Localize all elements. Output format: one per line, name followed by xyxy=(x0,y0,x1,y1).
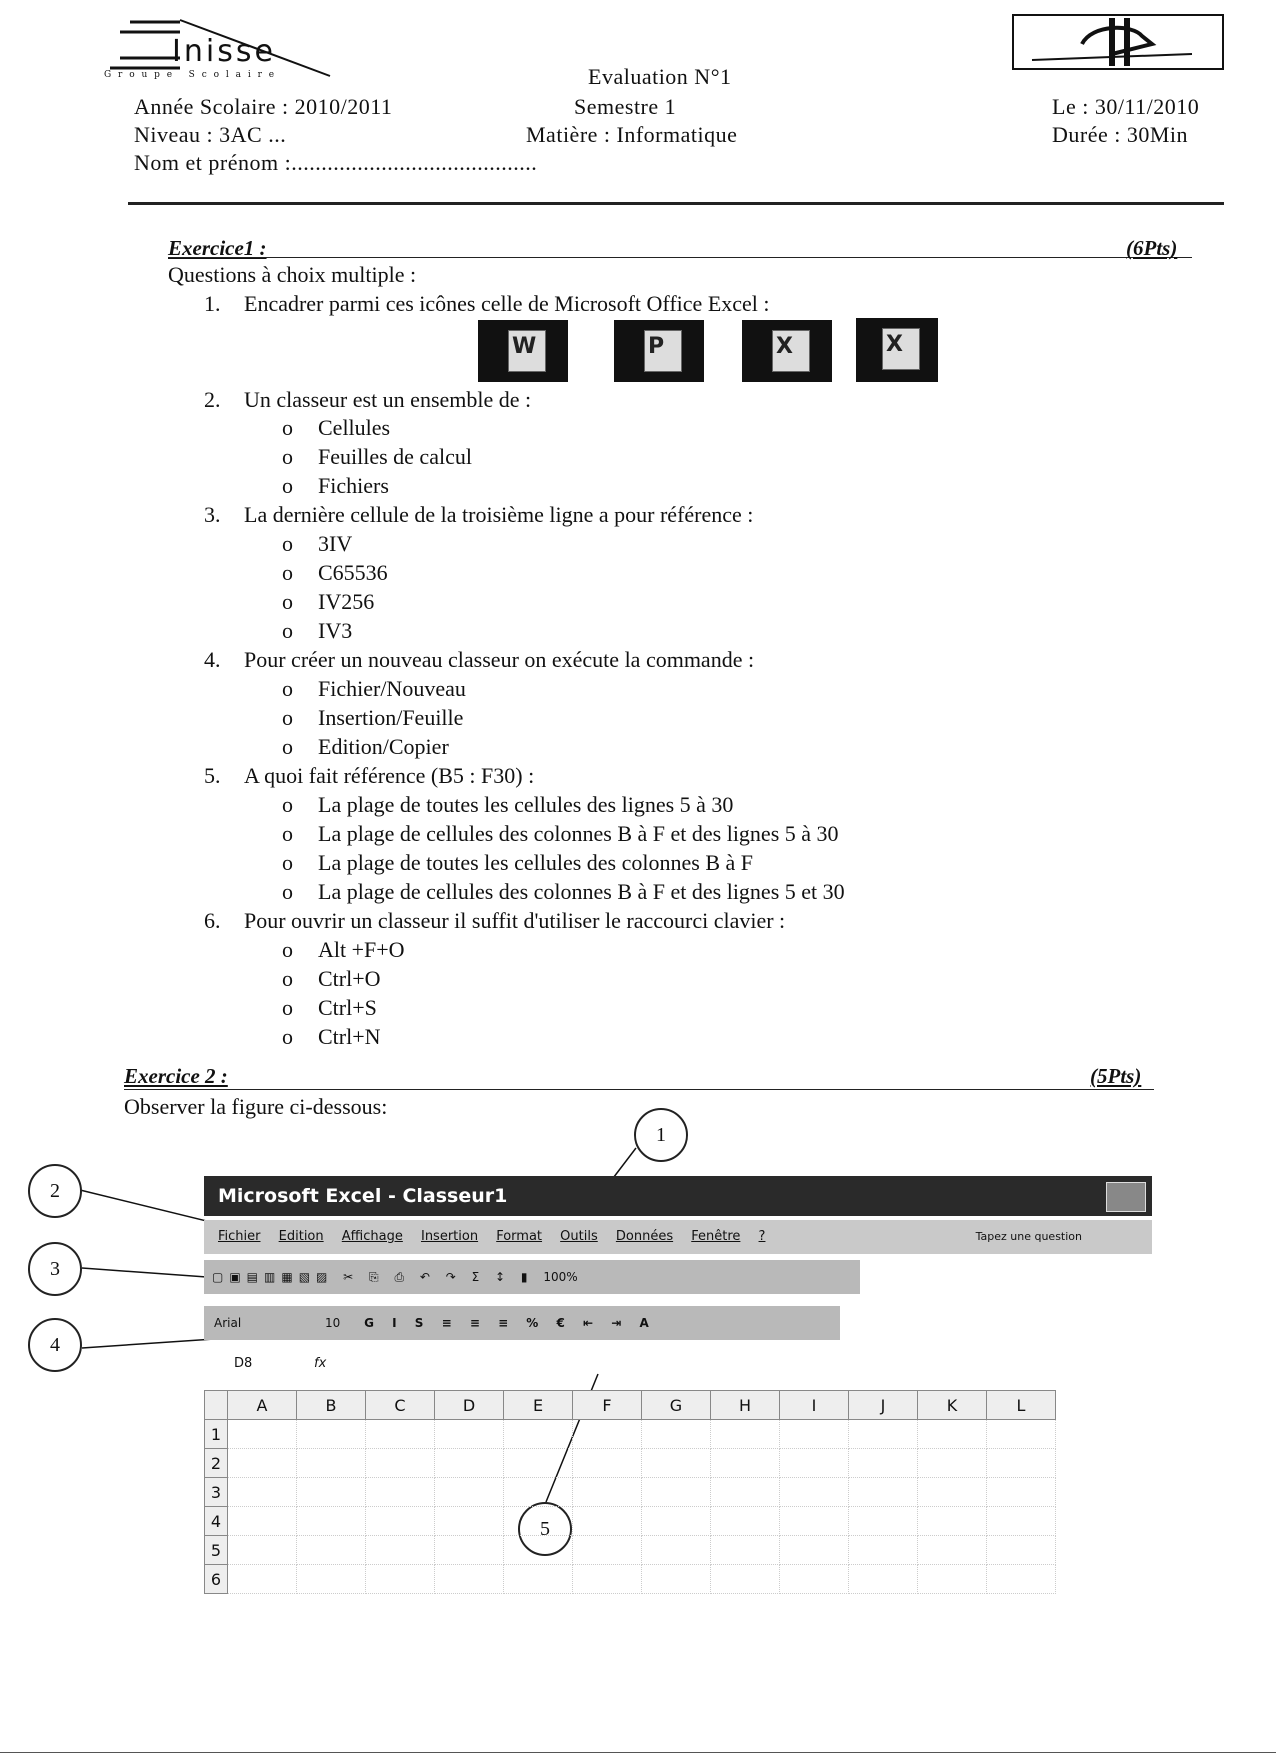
font-size-select[interactable]: 10 xyxy=(325,1316,341,1330)
question-text: Un classeur est un ensemble de : xyxy=(244,387,532,412)
menu-affichage[interactable]: Affichage xyxy=(341,1229,403,1244)
exam-duration: Durée : 30Min xyxy=(1052,122,1189,147)
corner-cell[interactable] xyxy=(205,1391,228,1420)
option[interactable]: o IV256 xyxy=(282,589,375,614)
school-year: Année Scolaire : 2010/2011 xyxy=(134,94,393,119)
word-icon[interactable]: W xyxy=(478,320,568,382)
question-number: 4. xyxy=(204,647,221,672)
menu-fenetre[interactable]: Fenêtre xyxy=(691,1229,741,1244)
school-subtitle: G r o u p e S c o l a i r e xyxy=(104,70,277,80)
formatting-toolbar[interactable]: Arial 10 G I S ≡ ≡ ≡ % € ⇤ ⇥ A xyxy=(204,1306,840,1340)
formula-bar xyxy=(204,1352,1152,1380)
fx-icon[interactable]: fx xyxy=(314,1356,327,1371)
option[interactable]: o Fichier/Nouveau xyxy=(282,676,466,701)
question-text: A quoi fait référence (B5 : F30) : xyxy=(244,763,535,788)
menu-outils[interactable]: Outils xyxy=(560,1229,598,1244)
row-header[interactable]: 6 xyxy=(205,1565,228,1594)
excel-title: Microsoft Excel - Classeur1 xyxy=(218,1185,508,1207)
option[interactable]: o Alt +F+O xyxy=(282,937,405,962)
column-header[interactable]: B xyxy=(297,1391,366,1420)
menu-fichier[interactable]: Fichier xyxy=(218,1229,261,1244)
option[interactable]: o Feuilles de calcul xyxy=(282,444,472,469)
exercise1-points: (6Pts) xyxy=(1126,236,1178,260)
column-header[interactable]: L xyxy=(987,1391,1056,1420)
name-box[interactable]: D8 xyxy=(234,1356,253,1371)
font-select[interactable]: Arial xyxy=(214,1316,242,1330)
column-header[interactable]: H xyxy=(711,1391,780,1420)
menu-format[interactable]: Format xyxy=(496,1229,543,1244)
callout-5: 5 xyxy=(518,1502,572,1556)
question-text: Pour ouvrir un classeur il suffit d'utiliser le raccourci clavier : xyxy=(244,908,786,933)
question-text: La dernière cellule de la troisième ligne a pour référence : xyxy=(244,502,754,527)
column-header[interactable]: D xyxy=(435,1391,504,1420)
column-header[interactable]: A xyxy=(228,1391,297,1420)
option[interactable]: o IV3 xyxy=(282,618,353,643)
callout-4: 4 xyxy=(28,1318,82,1372)
row-header[interactable]: 3 xyxy=(205,1478,228,1507)
exercise1-intro: Questions à choix multiple : xyxy=(168,262,417,287)
option[interactable]: o 3IV xyxy=(282,531,353,556)
option[interactable]: o C65536 xyxy=(282,560,388,585)
row-header[interactable]: 1 xyxy=(205,1420,228,1449)
option[interactable]: o Ctrl+N xyxy=(282,1024,381,1049)
student-name-line: Nom et prénom :......................................... xyxy=(134,150,538,175)
column-header[interactable]: G xyxy=(642,1391,711,1420)
student-level: Niveau : 3AC ... xyxy=(134,122,287,147)
option[interactable]: o La plage de toutes les cellules des colonnes B à F xyxy=(282,850,753,875)
question-number: 1. xyxy=(204,291,221,316)
menu-edition[interactable]: Edition xyxy=(278,1229,324,1244)
table-row xyxy=(205,1449,1056,1478)
menu-insertion[interactable]: Insertion xyxy=(420,1229,479,1244)
excel-menu-bar xyxy=(204,1220,1152,1254)
callout-1: 1 xyxy=(634,1108,688,1162)
spreadsheet-grid[interactable] xyxy=(204,1390,1056,1594)
option[interactable]: o Insertion/Feuille xyxy=(282,705,464,730)
callout-3: 3 xyxy=(28,1242,82,1296)
column-header[interactable]: I xyxy=(780,1391,849,1420)
option[interactable]: o La plage de cellules des colonnes B à F et des lignes 5 et 30 xyxy=(282,879,845,904)
zoom-select[interactable]: 100% xyxy=(543,1270,578,1284)
callout-2: 2 xyxy=(28,1164,82,1218)
column-header[interactable]: K xyxy=(918,1391,987,1420)
column-header[interactable]: E xyxy=(504,1391,573,1420)
footer-divider xyxy=(0,1752,1276,1753)
row-header[interactable]: 2 xyxy=(205,1449,228,1478)
option[interactable]: o Ctrl+O xyxy=(282,966,381,991)
evaluation-title: Evaluation N°1 xyxy=(588,64,732,89)
exercise1-title: Exercice1 : xyxy=(168,236,267,260)
question-number: 3. xyxy=(204,502,221,527)
menu-help[interactable]: ? xyxy=(758,1229,766,1244)
window-controls[interactable] xyxy=(1106,1182,1146,1212)
powerpoint-icon[interactable]: P xyxy=(614,320,704,382)
question-text: Encadrer parmi ces icônes celle de Microsoft Office Excel : xyxy=(244,291,770,316)
excel-window-figure xyxy=(204,1176,1152,1616)
option[interactable]: o La plage de cellules des colonnes B à F et des lignes 5 à 30 xyxy=(282,821,839,846)
school-name: Inisse xyxy=(172,34,276,69)
excel-icon[interactable]: X xyxy=(742,320,832,382)
exercise2-title: Exercice 2 : xyxy=(124,1064,228,1088)
option[interactable]: o La plage de toutes les cellules des lignes 5 à 30 xyxy=(282,792,734,817)
column-header[interactable]: C xyxy=(366,1391,435,1420)
column-header[interactable]: F xyxy=(573,1391,642,1420)
exam-date: Le : 30/11/2010 xyxy=(1052,94,1200,119)
standard-toolbar[interactable]: ▢▣▤▥▦▧▨ ✂ ⎘ ⎙ ↶ ↷ Σ ↕ ▮ 100% xyxy=(204,1260,860,1294)
column-header[interactable]: J xyxy=(849,1391,918,1420)
question-number: 6. xyxy=(204,908,221,933)
table-row xyxy=(205,1507,1056,1536)
table-row xyxy=(205,1478,1056,1507)
ask-question-box[interactable]: Tapez une question xyxy=(975,1230,1082,1243)
table-row xyxy=(205,1536,1056,1565)
menu-donnees[interactable]: Données xyxy=(615,1229,674,1244)
subject: Matière : Informatique xyxy=(526,122,738,147)
row-header[interactable]: 5 xyxy=(205,1536,228,1565)
question-number: 5. xyxy=(204,763,221,788)
semester: Semestre 1 xyxy=(574,94,677,119)
exercise2-points: (5Pts) xyxy=(1090,1064,1142,1088)
excel-title-bar xyxy=(204,1176,1152,1216)
excel-file-icon[interactable]: X xyxy=(856,318,938,382)
exercise2-intro: Observer la figure ci-dessous: xyxy=(124,1094,388,1119)
option[interactable]: o Cellules xyxy=(282,415,391,440)
option[interactable]: o Ctrl+S xyxy=(282,995,377,1020)
question-number: 2. xyxy=(204,387,221,412)
option[interactable]: o Fichiers xyxy=(282,473,389,498)
question-text: Pour créer un nouveau classeur on exécute la commande : xyxy=(244,647,755,672)
option[interactable]: o Edition/Copier xyxy=(282,734,449,759)
row-header[interactable]: 4 xyxy=(205,1507,228,1536)
table-row xyxy=(205,1565,1056,1594)
table-row xyxy=(205,1420,1056,1449)
